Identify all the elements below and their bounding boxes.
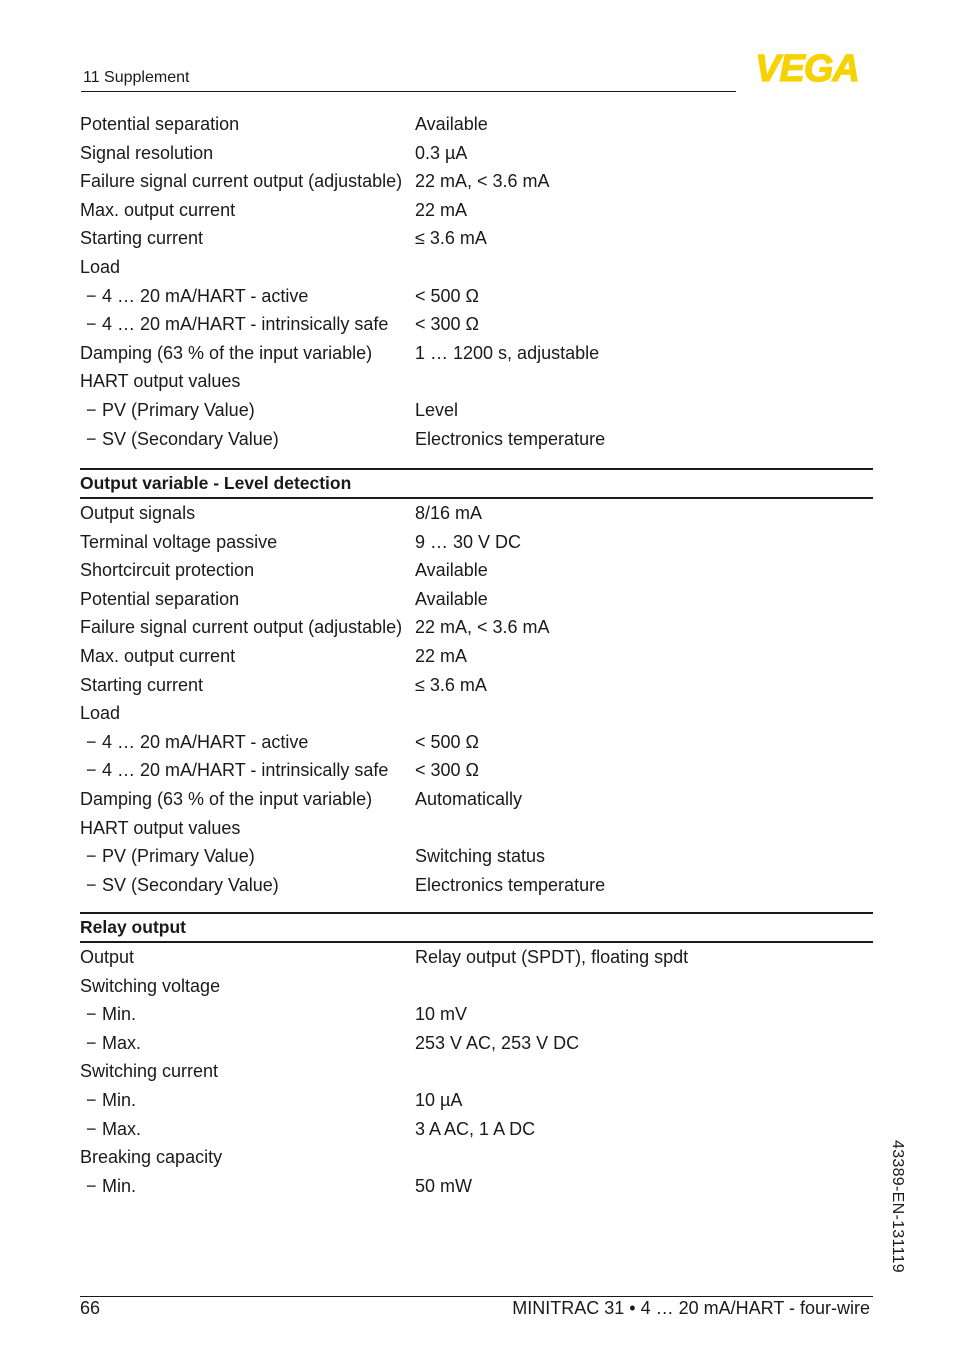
spec-row: [80, 1086, 873, 1115]
document-code: 43389-EN-131119: [889, 1140, 906, 1273]
spec-row: [80, 396, 873, 425]
spec-value: 50 mW: [415, 1175, 473, 1196]
spec-label-text: 4 … 20 mA/HART - active: [102, 731, 309, 752]
spec-label: [80, 972, 220, 1001]
spec-label-text: Output: [80, 947, 135, 967]
spec-label-text: 4 … 20 mA/HART - intrinsically safe: [102, 314, 389, 335]
spec-label: [80, 110, 239, 139]
spec-label: [86, 1086, 136, 1115]
spec-row: [80, 585, 873, 614]
spec-row: [80, 556, 873, 585]
dash-bullet: −: [86, 428, 97, 449]
spec-label-text: SV (Secondary Value): [102, 428, 279, 449]
vega-logo: [742, 50, 872, 84]
spec-row: [80, 814, 873, 843]
dash-bullet: −: [86, 314, 97, 335]
spec-value: 253 V AC, 253 V DC: [415, 1032, 580, 1053]
spec-value: 9 … 30 V DC: [415, 531, 522, 552]
spec-label-text: PV (Primary Value): [102, 846, 255, 867]
spec-label-text: Max. output current: [80, 199, 236, 220]
spec-value: 10 µA: [415, 1089, 463, 1110]
spec-row: [80, 943, 873, 972]
spec-row: [80, 1000, 873, 1029]
spec-row: [80, 224, 873, 253]
spec-label-text: Signal resolution: [80, 142, 214, 163]
spec-label: [86, 1115, 141, 1144]
spec-value: 22 mA, < 3.6 mA: [415, 617, 550, 638]
spec-value: 0.3 µA: [415, 142, 468, 163]
spec-row: [80, 1029, 873, 1058]
spec-label-text: SV (Secondary Value): [102, 874, 279, 895]
dash-bullet: −: [86, 846, 97, 867]
spec-value: < 300 Ω: [415, 314, 480, 335]
spec-label: [80, 699, 120, 728]
spec-label: [86, 1000, 136, 1029]
spec-value: Available: [415, 588, 488, 609]
spec-block-relay-output: [80, 912, 873, 1200]
spec-row: [80, 253, 873, 282]
dash-bullet: −: [86, 1089, 97, 1110]
spec-label-text: Min.: [102, 1089, 137, 1110]
spec-label-text: Min.: [102, 1004, 137, 1025]
spec-label-text: Damping (63 % of the input variable): [80, 342, 373, 363]
spec-row: [80, 871, 873, 900]
spec-row: [80, 196, 873, 225]
spec-value: Automatically: [415, 788, 523, 809]
spec-label: [80, 367, 240, 396]
spec-label: [80, 253, 120, 282]
header-rule: [81, 91, 736, 92]
spec-label: [86, 1029, 141, 1058]
spec-label-text: 4 … 20 mA/HART - intrinsically safe: [102, 760, 389, 781]
spec-row: [80, 699, 873, 728]
spec-row: [80, 139, 873, 168]
spec-row: [80, 785, 873, 814]
dash-bullet: −: [86, 731, 97, 752]
spec-row: [80, 499, 873, 528]
spec-row: [80, 425, 873, 454]
vega-logo-text: VEGA: [755, 50, 859, 84]
spec-value: Electronics temperature: [415, 874, 606, 895]
spec-label-text: Max. output current: [80, 645, 236, 666]
spec-value: 8/16 mA: [415, 503, 483, 523]
spec-label: [86, 282, 308, 311]
spec-row: [80, 842, 873, 871]
spec-label-text: Switching current: [80, 1061, 219, 1082]
spec-value: 22 mA: [415, 199, 468, 220]
spec-label: [80, 1143, 222, 1172]
spec-label: [80, 943, 134, 972]
section-heading-relay-output: Relay output: [80, 912, 873, 943]
spec-row: [80, 613, 873, 642]
page-number: 66: [80, 1298, 101, 1318]
spec-label: [80, 1057, 218, 1086]
spec-value: < 500 Ω: [415, 731, 480, 752]
spec-label-text: Damping (63 % of the input variable): [80, 788, 373, 809]
spec-label: [86, 310, 388, 339]
spec-block-level-detection: [80, 468, 873, 899]
spec-label-text: Load: [80, 256, 121, 277]
spec-label: [80, 814, 240, 843]
spec-value: Switching status: [415, 846, 546, 867]
spec-row: [80, 367, 873, 396]
spec-label-text: 4 … 20 mA/HART - active: [102, 285, 309, 306]
spec-value: 3 A AC, 1 A DC: [415, 1118, 536, 1139]
spec-label-text: Shortcircuit protection: [80, 560, 255, 581]
dash-bullet: −: [86, 874, 97, 895]
spec-label: [86, 1172, 136, 1201]
spec-row: [80, 310, 873, 339]
spec-label: [80, 339, 372, 368]
spec-row: [80, 972, 873, 1001]
spec-value: Relay output (SPDT), floating spdt: [415, 947, 689, 967]
spec-label-text: Potential separation: [80, 588, 240, 609]
dash-bullet: −: [86, 1032, 97, 1053]
spec-row: [80, 728, 873, 757]
spec-row: [80, 1057, 873, 1086]
spec-block-current-output: [80, 110, 873, 453]
spec-label-text: Terminal voltage passive: [80, 531, 278, 552]
spec-label: [86, 871, 279, 900]
spec-value: Available: [415, 560, 488, 581]
spec-row: [80, 110, 873, 139]
spec-value: ≤ 3.6 mA: [415, 674, 487, 695]
spec-label-text: Starting current: [80, 674, 204, 695]
footer-product-title: MINITRAC 31 • 4 … 20 mA/HART - four-wire: [512, 1298, 870, 1318]
spec-value: 10 mV: [415, 1004, 468, 1025]
section-heading-level-detection: Output variable - Level detection: [80, 468, 873, 499]
spec-label: [80, 499, 195, 528]
spec-row: [80, 671, 873, 700]
spec-label-text: Min.: [102, 1175, 137, 1196]
spec-label: [80, 556, 254, 585]
dash-bullet: −: [86, 399, 97, 420]
header-section-title: 11 Supplement: [83, 69, 190, 86]
spec-label-text: Failure signal current output (adjustable): [80, 171, 403, 192]
spec-label: [86, 756, 388, 785]
spec-label: [80, 139, 213, 168]
spec-label-text: HART output values: [80, 817, 241, 838]
spec-row: [80, 642, 873, 671]
spec-row: [80, 339, 873, 368]
spec-label: [80, 528, 277, 557]
spec-label-text: Output signals: [80, 503, 196, 523]
spec-label: [80, 196, 235, 225]
spec-row: [80, 1115, 873, 1144]
spec-value: ≤ 3.6 mA: [415, 228, 487, 249]
spec-label: [80, 167, 402, 196]
spec-value: Level: [415, 399, 459, 420]
spec-label: [80, 642, 235, 671]
spec-label: [86, 396, 255, 425]
spec-value: < 500 Ω: [415, 285, 480, 306]
spec-label: [86, 425, 279, 454]
spec-row: [80, 1172, 873, 1201]
spec-value: 22 mA: [415, 645, 468, 666]
spec-label: [86, 842, 255, 871]
spec-label-text: Switching voltage: [80, 975, 221, 996]
spec-value: 1 … 1200 s, adjustable: [415, 342, 600, 363]
spec-label-text: Potential separation: [80, 114, 240, 134]
spec-label: [80, 224, 203, 253]
dash-bullet: −: [86, 285, 97, 306]
spec-value: Electronics temperature: [415, 428, 606, 449]
spec-label-text: Max.: [102, 1032, 142, 1053]
spec-value: 22 mA, < 3.6 mA: [415, 171, 550, 192]
spec-row: [80, 1143, 873, 1172]
spec-label-text: PV (Primary Value): [102, 399, 255, 420]
spec-row: [80, 167, 873, 196]
spec-label-text: Breaking capacity: [80, 1147, 223, 1168]
spec-label-text: Failure signal current output (adjustable): [80, 617, 403, 638]
spec-value: Available: [415, 114, 488, 134]
spec-label-text: Max.: [102, 1118, 142, 1139]
spec-row: [80, 756, 873, 785]
spec-value: < 300 Ω: [415, 760, 480, 781]
dash-bullet: −: [86, 1118, 97, 1139]
footer-rule: [80, 1296, 873, 1297]
dash-bullet: −: [86, 1175, 97, 1196]
dash-bullet: −: [86, 760, 97, 781]
spec-label-text: Starting current: [80, 228, 204, 249]
spec-label-text: HART output values: [80, 371, 241, 392]
spec-label: [86, 728, 308, 757]
spec-label: [80, 613, 402, 642]
spec-label-text: Load: [80, 703, 121, 724]
spec-row: [80, 528, 873, 557]
spec-label: [80, 785, 372, 814]
spec-label: [80, 671, 203, 700]
spec-label: [80, 585, 239, 614]
dash-bullet: −: [86, 1004, 97, 1025]
spec-row: [80, 282, 873, 311]
